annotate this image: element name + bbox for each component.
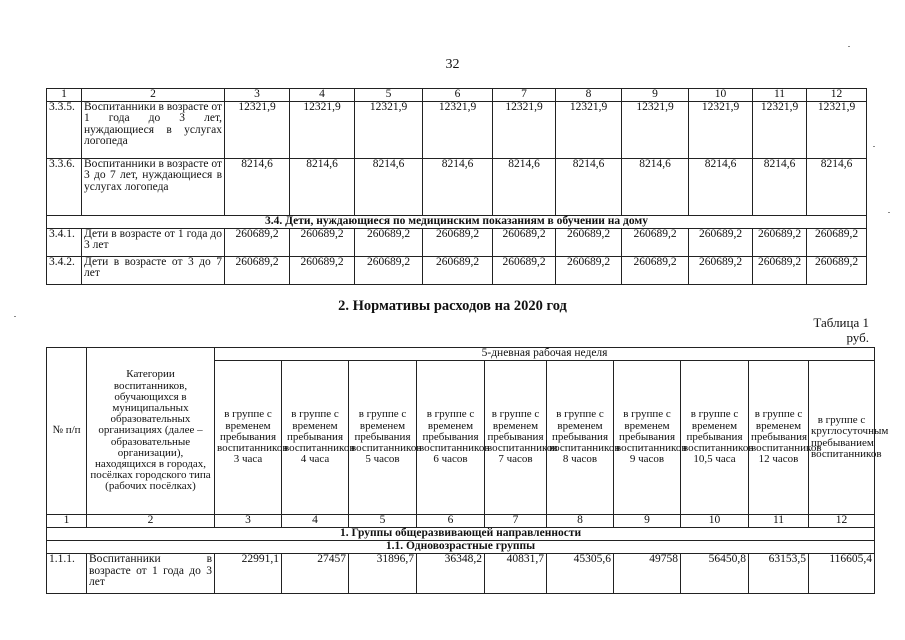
cell-value: 260689,2 <box>753 256 807 284</box>
column-number: 9 <box>614 515 681 528</box>
page-number: 32 <box>445 57 460 72</box>
cell-value: 260689,2 <box>556 256 622 284</box>
row-label: Дети в возрасте от 1 года до 3 лет <box>82 228 225 256</box>
column-number: 4 <box>290 89 355 102</box>
group-header: в группе с временем пребывания воспитанников 12 часов <box>749 361 809 515</box>
column-number: 10 <box>689 89 753 102</box>
column-number: 12 <box>807 89 867 102</box>
subsection-heading: 1.1. Одновозрастные группы <box>47 541 875 554</box>
column-number: 4 <box>282 515 349 528</box>
scan-speck <box>888 212 890 213</box>
column-number: 2 <box>82 89 225 102</box>
column-number: 7 <box>493 89 556 102</box>
cell-value: 260689,2 <box>622 228 689 256</box>
column-number: 9 <box>622 89 689 102</box>
cell-value: 8214,6 <box>807 158 867 215</box>
cell-value: 12321,9 <box>355 101 423 158</box>
cell-value: 260689,2 <box>423 228 493 256</box>
subsection-row <box>47 541 875 554</box>
cell-value: 8214,6 <box>689 158 753 215</box>
cell-value: 260689,2 <box>225 228 290 256</box>
currency-label: руб. <box>846 330 869 345</box>
cell-value: 8214,6 <box>423 158 493 215</box>
column-number: 5 <box>355 89 423 102</box>
table-label: Таблица 1 <box>813 315 869 330</box>
cell-value: 260689,2 <box>225 256 290 284</box>
group-header: в группе с временем пребывания воспитанников 5 часов <box>349 361 417 515</box>
header-row <box>47 348 875 361</box>
group-header: в группе с временем пребывания воспитанников 10,5 часа <box>681 361 749 515</box>
section-row <box>47 528 875 541</box>
column-number: 3 <box>215 515 282 528</box>
cell-value: 63153,5 <box>749 554 809 594</box>
column-number: 6 <box>417 515 485 528</box>
table-row <box>47 101 867 158</box>
table-continuation <box>46 88 867 285</box>
cell-value: 8214,6 <box>753 158 807 215</box>
column-number: 8 <box>547 515 614 528</box>
column-number: 11 <box>753 89 807 102</box>
group-header: в группе с временем пребывания воспитанников 4 часа <box>282 361 349 515</box>
cell-value: 260689,2 <box>622 256 689 284</box>
cell-value: 22991,1 <box>215 554 282 594</box>
cell-value: 8214,6 <box>355 158 423 215</box>
cell-value: 260689,2 <box>493 228 556 256</box>
row-number: 3.4.1. <box>47 228 82 256</box>
cell-value: 260689,2 <box>290 256 355 284</box>
cell-value: 56450,8 <box>681 554 749 594</box>
cell-value: 260689,2 <box>355 256 423 284</box>
cell-value: 260689,2 <box>290 228 355 256</box>
column-number: 12 <box>809 515 875 528</box>
norms-table <box>46 347 889 594</box>
section-heading: 1. Группы общеразвивающей направленности <box>47 528 875 541</box>
column-number: 5 <box>349 515 417 528</box>
row-number: 1.1.1. <box>47 554 87 594</box>
column-number: 11 <box>749 515 809 528</box>
cell-value: 260689,2 <box>493 256 556 284</box>
scan-speck <box>14 316 16 317</box>
category-header: Категории воспитанников, обучающихся в муниципальных образовательных организациях (далее – образовательные организации), находящихся в городах, посёлках городского типа (рабочих посёлках) <box>87 348 215 515</box>
section-row <box>47 215 867 228</box>
cell-value: 12321,9 <box>493 101 556 158</box>
table-row <box>47 158 867 215</box>
row-number: 3.3.5. <box>47 101 82 158</box>
cell-value: 260689,2 <box>807 228 867 256</box>
cell-value: 31896,7 <box>349 554 417 594</box>
cell-value: 27457 <box>282 554 349 594</box>
column-number: 8 <box>556 89 622 102</box>
column-number: 10 <box>681 515 749 528</box>
row-label: Воспитанники в возрасте от 1 года до 3 лет <box>87 554 215 594</box>
column-number: 1 <box>47 515 87 528</box>
column-number: 3 <box>225 89 290 102</box>
row-label: Воспитанники в возрасте от 1 года до 3 лет, нуждающиеся в услугах логопеда <box>82 101 225 158</box>
cell-value: 12321,9 <box>753 101 807 158</box>
cell-value: 260689,2 <box>556 228 622 256</box>
scan-speck <box>848 46 850 47</box>
cell-value: 260689,2 <box>355 228 423 256</box>
row-label: Воспитанники в возрасте от 3 до 7 лет, нуждающиеся в услугах логопеда <box>82 158 225 215</box>
group-header: в группе с временем пребывания воспитанников 7 часов <box>485 361 547 515</box>
cell-value: 12321,9 <box>556 101 622 158</box>
column-number: 7 <box>485 515 547 528</box>
week-header: 5-дневная рабочая неделя <box>215 348 875 361</box>
row-number-header: № п/п <box>47 348 87 515</box>
cell-value: 260689,2 <box>689 228 753 256</box>
column-number: 1 <box>47 89 82 102</box>
table-caption <box>813 315 869 345</box>
section-title: 2. Нормативы расходов на 2020 год <box>338 298 567 314</box>
cell-value: 260689,2 <box>423 256 493 284</box>
cell-value: 12321,9 <box>423 101 493 158</box>
group-header: в группе с временем пребывания воспитанников 3 часа <box>215 361 282 515</box>
cell-value: 8214,6 <box>622 158 689 215</box>
cell-value: 116605,4 <box>809 554 875 594</box>
cell-value: 260689,2 <box>753 228 807 256</box>
column-number: 2 <box>87 515 215 528</box>
cell-value: 8214,6 <box>493 158 556 215</box>
table-row <box>47 228 867 256</box>
cell-value: 12321,9 <box>622 101 689 158</box>
cell-value: 8214,6 <box>556 158 622 215</box>
cell-value: 260689,2 <box>689 256 753 284</box>
table-row <box>47 256 867 284</box>
scan-speck <box>873 146 875 147</box>
cell-value: 49758 <box>614 554 681 594</box>
group-header: в группе с временем пребывания воспитанников 6 часов <box>417 361 485 515</box>
cell-value: 40831,7 <box>485 554 547 594</box>
cell-value: 45305,6 <box>547 554 614 594</box>
section-heading: 3.4. Дети, нуждающиеся по медицинским показаниям в обучении на дому <box>47 215 867 228</box>
column-number-row <box>47 515 875 528</box>
row-label: Дети в возрасте от 3 до 7 лет <box>82 256 225 284</box>
cell-value: 12321,9 <box>807 101 867 158</box>
column-number: 6 <box>423 89 493 102</box>
column-number-row <box>47 89 867 102</box>
cell-value: 260689,2 <box>807 256 867 284</box>
row-number: 3.4.2. <box>47 256 82 284</box>
cell-value: 12321,9 <box>225 101 290 158</box>
row-number: 3.3.6. <box>47 158 82 215</box>
cell-value: 12321,9 <box>689 101 753 158</box>
cell-value: 12321,9 <box>290 101 355 158</box>
group-header: в группе с круглосуточным пребыванием воспитанников <box>809 361 875 515</box>
cell-value: 8214,6 <box>290 158 355 215</box>
cell-value: 36348,2 <box>417 554 485 594</box>
cell-value: 8214,6 <box>225 158 290 215</box>
group-header: в группе с временем пребывания воспитанников 9 часов <box>614 361 681 515</box>
table-row <box>47 554 875 594</box>
group-header: в группе с временем пребывания воспитанников 8 часов <box>547 361 614 515</box>
